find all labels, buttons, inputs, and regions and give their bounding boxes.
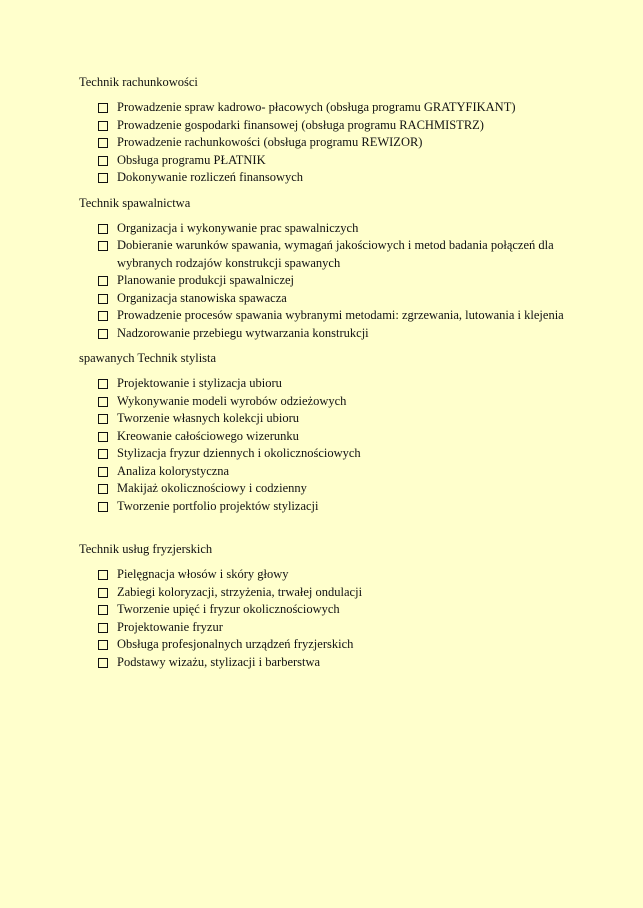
checkbox-icon <box>98 397 108 407</box>
list-item <box>98 445 619 463</box>
checkbox-icon <box>98 103 108 113</box>
checkbox-icon <box>98 329 108 339</box>
list-item-label: Stylizacja fryzur dziennych i okolicznościowych <box>117 446 361 460</box>
section-technik-stylista <box>79 350 619 515</box>
list-item-label: Tworzenie własnych kolekcji ubioru <box>117 411 300 425</box>
checklist <box>79 566 619 671</box>
checkbox-icon <box>98 449 108 459</box>
list-item-label: Wykonywanie modeli wyrobów odzieżowych <box>117 393 347 408</box>
list-item <box>98 99 619 117</box>
checkbox-icon <box>98 241 108 251</box>
list-item <box>98 375 619 393</box>
list-item-label: Organizacja stanowiska spawacza <box>117 290 287 305</box>
checklist <box>79 220 619 343</box>
list-item-label: Projektowanie fryzur <box>117 619 223 634</box>
section-title: spawanych Technik stylista <box>79 351 217 365</box>
checkbox-icon <box>98 294 108 304</box>
list-item-label: Dokonywanie rozliczeń finansowych <box>117 170 304 184</box>
list-item <box>98 152 619 170</box>
checkbox-icon <box>98 588 108 598</box>
list-item <box>98 237 577 272</box>
list-item-label: Projektowanie i stylizacja ubioru <box>117 376 282 390</box>
list-item <box>98 272 619 290</box>
list-item <box>98 654 619 672</box>
list-item <box>98 290 619 308</box>
section-technik-rachunkowosci <box>79 74 619 187</box>
spacer <box>79 187 619 195</box>
spacer <box>79 342 619 350</box>
list-item-label: Prowadzenie procesów spawania wybranymi metodami: zgrzewania, lutowania i klejenia <box>117 308 564 322</box>
checkbox-icon <box>98 311 108 321</box>
checkbox-icon <box>98 224 108 234</box>
list-item <box>98 619 619 637</box>
list-item <box>98 601 619 619</box>
list-item-label: Podstawy wizażu, stylizacji i barberstwa <box>117 654 321 669</box>
section-title: Technik usług fryzjerskich <box>79 542 213 556</box>
checkbox-icon <box>98 138 108 148</box>
list-item-label: Dobieranie warunków spawania, wymagań jakościowych i metod badania połączeń dla wybranych rodzajów konstrukcji spawanych <box>117 238 554 270</box>
checklist <box>79 99 619 187</box>
list-item-label: Nadzorowanie przebiegu wytwarzania konstrukcji <box>117 325 369 340</box>
list-item <box>98 169 619 187</box>
checkbox-icon <box>98 121 108 131</box>
checkbox-icon <box>98 623 108 633</box>
list-item <box>98 566 619 584</box>
section-title: Technik rachunkowości <box>79 75 198 89</box>
checkbox-icon <box>98 276 108 286</box>
checkbox-icon <box>98 156 108 166</box>
section-technik-spawalnictwa <box>79 195 619 343</box>
list-item <box>98 134 619 152</box>
checkbox-icon <box>98 605 108 615</box>
list-item-label: Obsługa programu PŁATNIK <box>117 152 266 167</box>
list-item <box>98 428 619 446</box>
checkbox-icon <box>98 502 108 512</box>
document-body <box>79 74 619 671</box>
checkbox-icon <box>98 467 108 477</box>
list-item-label: Tworzenie portfolio projektów stylizacji <box>117 498 319 513</box>
list-item <box>98 463 619 481</box>
section-technik-uslug-fryzjerskich <box>79 541 619 671</box>
list-item-label: Analiza kolorystyczna <box>117 463 230 478</box>
list-item <box>98 410 619 428</box>
list-item <box>98 117 619 135</box>
list-item-label: Obsługa profesjonalnych urządzeń fryzjerskich <box>117 637 354 651</box>
spacer <box>79 515 619 541</box>
list-item <box>98 498 619 516</box>
checklist <box>79 375 619 515</box>
list-item-label: Planowanie produkcji spawalniczej <box>117 273 295 287</box>
list-item <box>98 480 619 498</box>
list-item <box>98 584 619 602</box>
list-item <box>98 325 619 343</box>
list-item-label: Organizacja i wykonywanie prac spawalniczych <box>117 220 359 235</box>
checkbox-icon <box>98 640 108 650</box>
checkbox-icon <box>98 173 108 183</box>
list-item-label: Tworzenie upięć i fryzur okolicznościowych <box>117 602 340 616</box>
checkbox-icon <box>98 432 108 442</box>
list-item-label: Prowadzenie spraw kadrowo- płacowych (obsługa programu GRATYFIKANT) <box>117 100 516 114</box>
checkbox-icon <box>98 414 108 424</box>
list-item <box>98 220 619 238</box>
list-item-label: Pielęgnacja włosów i skóry głowy <box>117 567 289 581</box>
checkbox-icon <box>98 570 108 580</box>
checkbox-icon <box>98 379 108 389</box>
list-item-label: Zabiegi koloryzacji, strzyżenia, trwałej ondulacji <box>117 584 363 599</box>
section-title: Technik spawalnictwa <box>79 195 191 210</box>
list-item-label: Makijaż okolicznościowy i codzienny <box>117 481 307 495</box>
list-item <box>98 636 619 654</box>
list-item <box>98 393 619 411</box>
list-item-label: Kreowanie całościowego wizerunku <box>117 428 299 443</box>
list-item <box>98 307 619 325</box>
checkbox-icon <box>98 658 108 668</box>
list-item-label: Prowadzenie gospodarki finansowej (obsługa programu RACHMISTRZ) <box>117 117 484 132</box>
checkbox-icon <box>98 484 108 494</box>
list-item-label: Prowadzenie rachunkowości (obsługa programu REWIZOR) <box>117 135 423 149</box>
